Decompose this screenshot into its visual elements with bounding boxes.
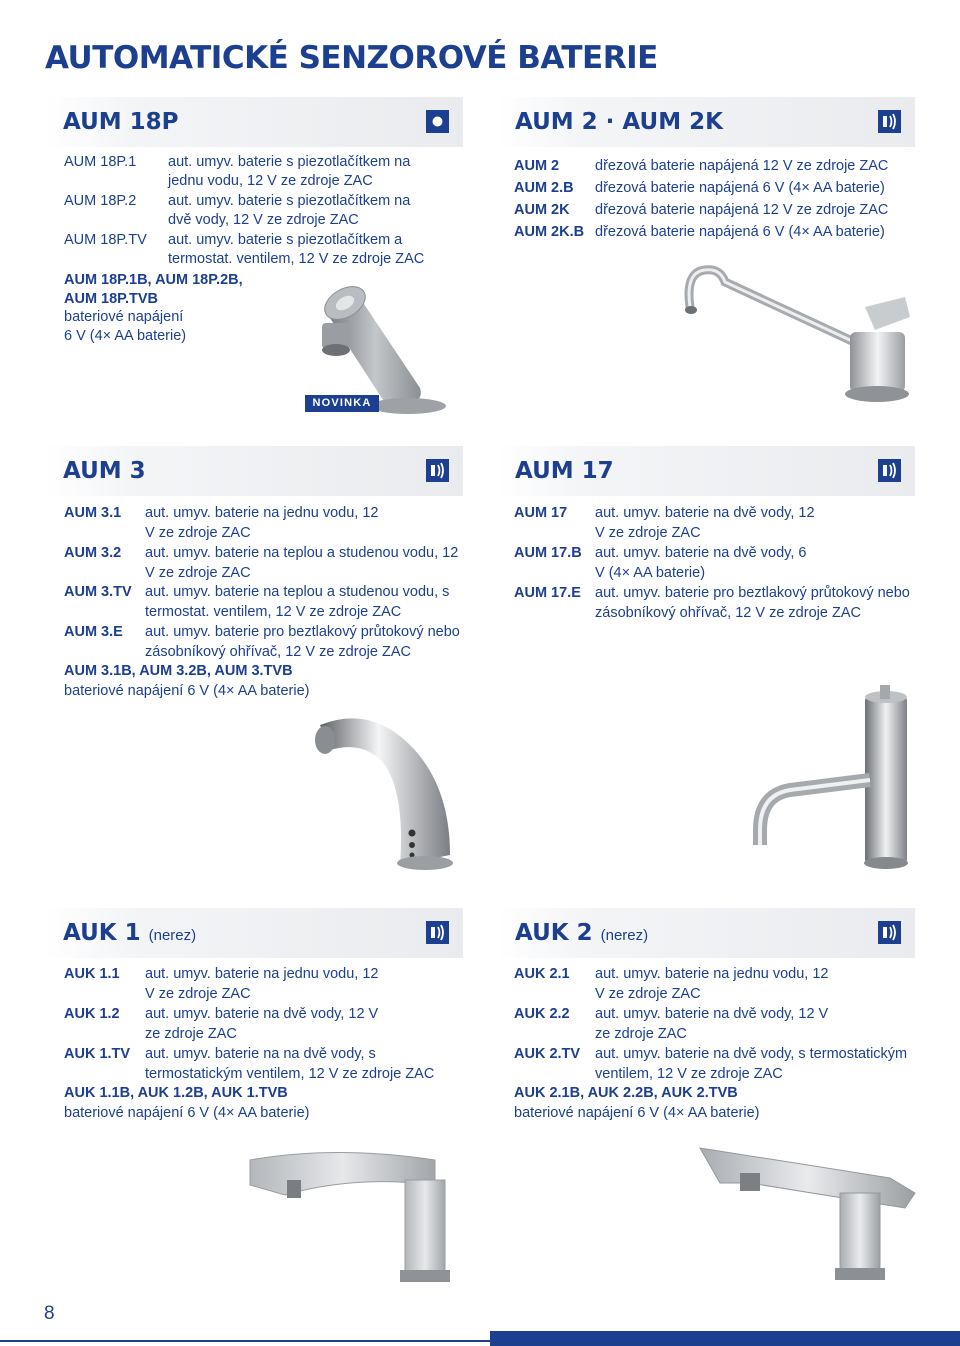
list-item: AUM 17.B aut. umyv. baterie na dvě vody, 6 V (4× AA baterie) [514,545,807,581]
list-item: AUM 2K dřezová baterie napájená 12 V ze zdroje ZAC [514,202,889,218]
section-header [45,97,463,147]
sensor-icon [878,110,901,133]
item-list [64,504,464,701]
item-list [514,504,934,623]
battery-codes: AUK 1.1B, AUK 1.2B, AUK 1.TVB [64,1085,288,1101]
list-item: AUM 2.B dřezová baterie napájená 6 V (4× AA baterie) [514,180,885,196]
section-title: AUM 17 [515,458,614,484]
faucet-auk-1-image [215,1140,465,1290]
faucet-auk-2-image [690,1138,920,1288]
list-item: AUK 1.2 aut. umyv. baterie na dvě vody, 12 V ze zdroje ZAC [64,1006,379,1042]
footer-line [0,1340,490,1342]
page-number: 8 [44,1303,55,1324]
section-header [497,446,915,496]
faucet-aum-17-image [740,685,920,875]
section-title: AUK 2 (nerez) [515,920,649,946]
battery-note: bateriové napájení [64,309,184,325]
section-title: AUM 18P [63,109,179,135]
section-aum-3 [45,446,463,496]
section-subtitle: (nerez) [148,927,197,944]
section-aum-2 [497,97,915,147]
battery-codes: AUM 18P.TVB [64,290,159,307]
item-list [64,965,464,1123]
battery-note: bateriové napájení 6 V (4× AA baterie) [64,682,310,699]
battery-note: 6 V (4× AA baterie) [64,327,187,344]
item-list [514,155,934,243]
battery-note: bateriové napájení 6 V (4× AA baterie) [64,1104,310,1121]
list-item: AUM 18P.2 aut. umyv. baterie s piezotlačítkem na dvě vody, 12 V ze zdroje ZAC [64,193,411,228]
list-item: AUM 2 dřezová baterie napájená 12 V ze zdroje ZAC [514,158,889,174]
section-header [497,908,915,958]
section-auk-2 [497,908,915,958]
faucet-aum-3-image [300,705,470,875]
section-aum-18p [45,97,463,147]
battery-note: bateriové napájení 6 V (4× AA baterie) [514,1104,760,1121]
list-item: AUM 18P.1 aut. umyv. baterie s piezotlačítkem na jednu vodu, 12 V ze zdroje ZAC [64,154,411,189]
list-item: AUM 18P.TV aut. umyv. baterie s piezotlačítkem a termostat. ventilem, 12 V ze zdroje ZAC [64,232,425,267]
section-title: AUM 2 · AUM 2K [515,109,723,135]
sensor-icon [426,921,449,944]
section-header [45,908,463,958]
page-title: AUTOMATICKÉ SENZOROVÉ BATERIE [45,40,658,76]
sensor-icon [426,459,449,482]
list-item: AUK 2.TV aut. umyv. baterie na dvě vody, s termostatickým ventilem, 12 V ze zdroje ZAC [514,1046,908,1082]
battery-codes: AUM 18P.1B, AUM 18P.2B, [64,272,243,288]
section-auk-1 [45,908,463,958]
list-item: AUM 3.2 aut. umyv. baterie na teplou a studenou vodu, 12 V ze zdroje ZAC [64,545,459,581]
sensor-icon [878,459,901,482]
list-item: AUM 17 aut. umyv. baterie na dvě vody, 12 V ze zdroje ZAC [514,505,815,541]
list-item: AUM 3.E aut. umyv. baterie pro beztlakový průtokový nebo zásobníkový ohřívač, 12 V ze zdroje ZAC [64,624,460,660]
battery-codes: AUK 2.1B, AUK 2.2B, AUK 2.TVB [514,1085,738,1101]
sensor-icon [878,921,901,944]
list-item: AUM 17.E aut. umyv. baterie pro beztlakový průtokový nebo zásobníkový ohřívač, 12 V ze zdroje ZAC [514,585,910,621]
footer-bar [490,1331,960,1346]
item-list [514,965,934,1123]
button-icon [426,110,449,133]
section-subtitle: (nerez) [600,927,649,944]
list-item: AUK 1.1 aut. umyv. baterie na jednu vodu, 12 V ze zdroje ZAC [64,966,379,1002]
section-title: AUK 1 (nerez) [63,920,197,946]
faucet-aum-2-image [665,262,925,412]
section-title: AUM 3 [63,458,146,484]
battery-codes: AUM 3.1B, AUM 3.2B, AUM 3.TVB [64,663,293,679]
section-aum-17 [497,446,915,496]
list-item: AUK 2.1 aut. umyv. baterie na jednu vodu, 12 V ze zdroje ZAC [514,966,829,1002]
list-item: AUM 2K.B dřezová baterie napájená 6 V (4× AA baterie) [514,224,885,240]
new-badge: NOVINKA [305,395,379,412]
list-item: AUK 1.TV aut. umyv. baterie na na dvě vody, s termostatickým ventilem, 12 V ze zdroje ZAC [64,1046,435,1082]
section-header [45,446,463,496]
section-header [497,97,915,147]
list-item: AUM 3.TV aut. umyv. baterie na teplou a studenou vodu, s termostat. ventilem, 12 V ze zdroje ZAC [64,584,450,620]
list-item: AUM 3.1 aut. umyv. baterie na jednu vodu, 12 V ze zdroje ZAC [64,505,379,541]
list-item: AUK 2.2 aut. umyv. baterie na dvě vody, 12 V ze zdroje ZAC [514,1006,829,1042]
